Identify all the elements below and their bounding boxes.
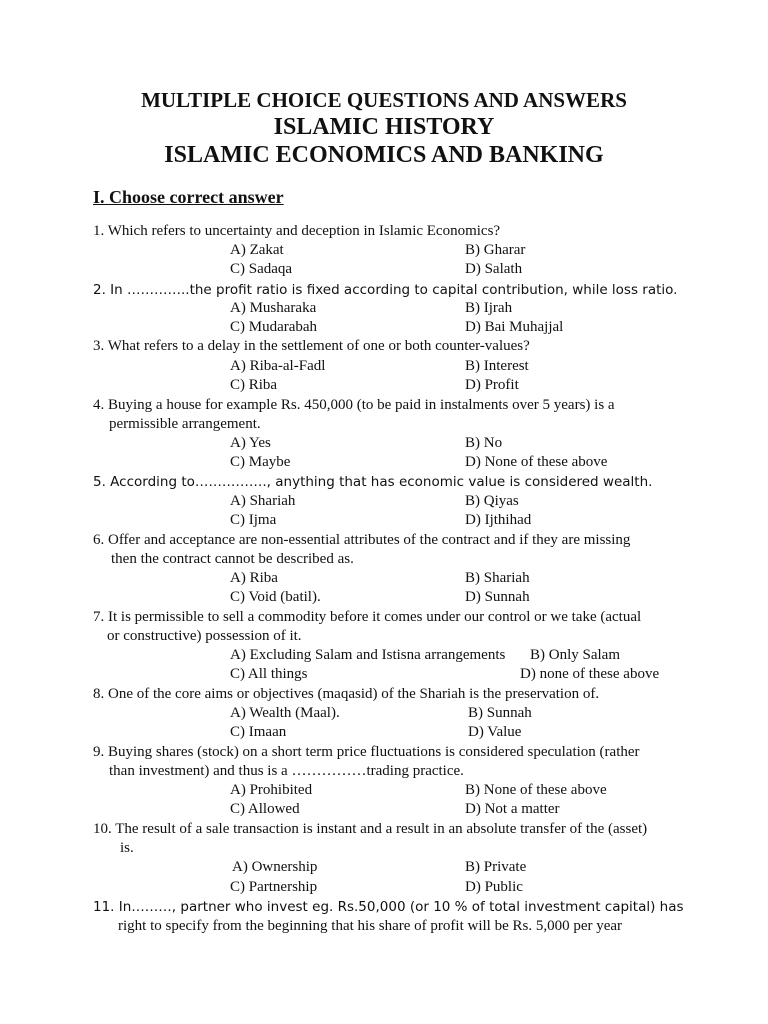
question-8-option-c: C) Imaan [230,724,287,740]
question-6-option-c: C) Void (batil). [230,589,321,605]
question-4-option-b: B) No [465,435,503,451]
question-10-option-c: C) Partnership [230,879,318,895]
question-8-option-b: B) Sunnah [468,705,532,721]
question-9-option-b: B) None of these above [465,782,607,798]
question-5-text: 5. According to……………., anything that has economic value is considered wealth. [93,474,653,490]
question-3-text: 3. What refers to a delay in the settlement of one or both counter-values? [93,338,530,354]
question-5-option-d: D) Ijthihad [465,512,532,528]
question-4-option-c: C) Maybe [230,454,291,470]
question-2-option-a: A) Musharaka [230,300,317,316]
question-9-option-a: A) Prohibited [230,782,313,798]
question-9-text-line2: than investment) and thus is a ……………trading practice. [109,763,464,779]
question-4-text-line2: permissible arrangement. [109,416,261,432]
question-4-option-d: D) None of these above [465,454,608,470]
question-2-option-b: B) Ijrah [465,300,513,316]
question-11-text-line2: right to specify from the beginning that his share of profit will be Rs. 5,000 per year [118,918,623,934]
question-10-text-line2: is. [120,840,134,856]
question-5-option-b: B) Qiyas [465,493,519,509]
question-1-option-c: C) Sadaqa [230,261,293,277]
question-10-option-d: D) Public [465,879,523,895]
question-8-option-d: D) Value [468,724,522,740]
question-3-option-b: B) Interest [465,358,529,374]
question-6-text: 6. Offer and acceptance are non-essential attributes of the contract and if they are missing [93,532,631,548]
question-2-text: 2. In …………..the profit ratio is fixed according to capital contribution, while loss ratio. [93,282,678,298]
question-10-text: 10. The result of a sale transaction is instant and a result in an absolute transfer of the (asset) [93,821,648,837]
question-6-option-a: A) Riba [230,570,278,586]
question-7-option-a: A) Excluding Salam and Istisna arrangements [230,647,506,663]
question-1-text: 1. Which refers to uncertainty and deception in Islamic Economics? [93,223,501,239]
question-10-option-a: A) Ownership [232,859,318,875]
question-4-text: 4. Buying a house for example Rs. 450,000 (to be paid in instalments over 5 years) is a [93,397,615,413]
question-10-option-b: B) Private [465,859,527,875]
question-8-text: 8. One of the core aims or objectives (maqasid) of the Shariah is the preservation of. [93,686,600,702]
question-3-option-d: D) Profit [465,377,519,393]
question-7-text-line2: or constructive) possession of it. [107,628,302,644]
question-7-option-b: B) Only Salam [530,647,620,663]
question-9-text: 9. Buying shares (stock) on a short term price fluctuations is considered speculation (rather [93,744,640,760]
question-1-option-b: B) Gharar [465,242,526,258]
question-2-option-c: C) Mudarabah [230,319,318,335]
question-8-option-a: A) Wealth (Maal). [230,705,340,721]
document-subtitle: ISLAMIC HISTORY [273,114,495,140]
question-1-option-d: D) Salath [465,261,523,277]
question-9-option-c: C) Allowed [230,801,300,817]
question-9-option-d: D) Not a matter [465,801,560,817]
question-6-option-b: B) Shariah [465,570,530,586]
question-3-option-c: C) Riba [230,377,278,393]
section-heading: I. Choose correct answer [93,187,284,207]
question-3-option-a: A) Riba-al-Fadl [230,358,326,374]
question-6-option-d: D) Sunnah [465,589,530,605]
question-6-text-line2: then the contract cannot be described as. [111,551,354,567]
question-11-text: 11. In………, partner who invest eg. Rs.50,000 (or 10 % of total investment capital) has [93,899,684,915]
question-1-option-a: A) Zakat [230,242,284,258]
question-7-option-c: C) All things [230,666,308,682]
question-5-option-c: C) Ijma [230,512,277,528]
question-5-option-a: A) Shariah [230,493,296,509]
question-7-text: 7. It is permissible to sell a commodity before it comes under our control or we take (actual [93,609,642,625]
document-topic: ISLAMIC ECONOMICS AND BANKING [164,142,604,168]
question-7-option-d: D) none of these above [520,666,660,682]
document-title: MULTIPLE CHOICE QUESTIONS AND ANSWERS [141,88,627,112]
question-4-option-a: A) Yes [230,435,271,451]
question-2-option-d: D) Bai Muhajjal [465,319,564,335]
